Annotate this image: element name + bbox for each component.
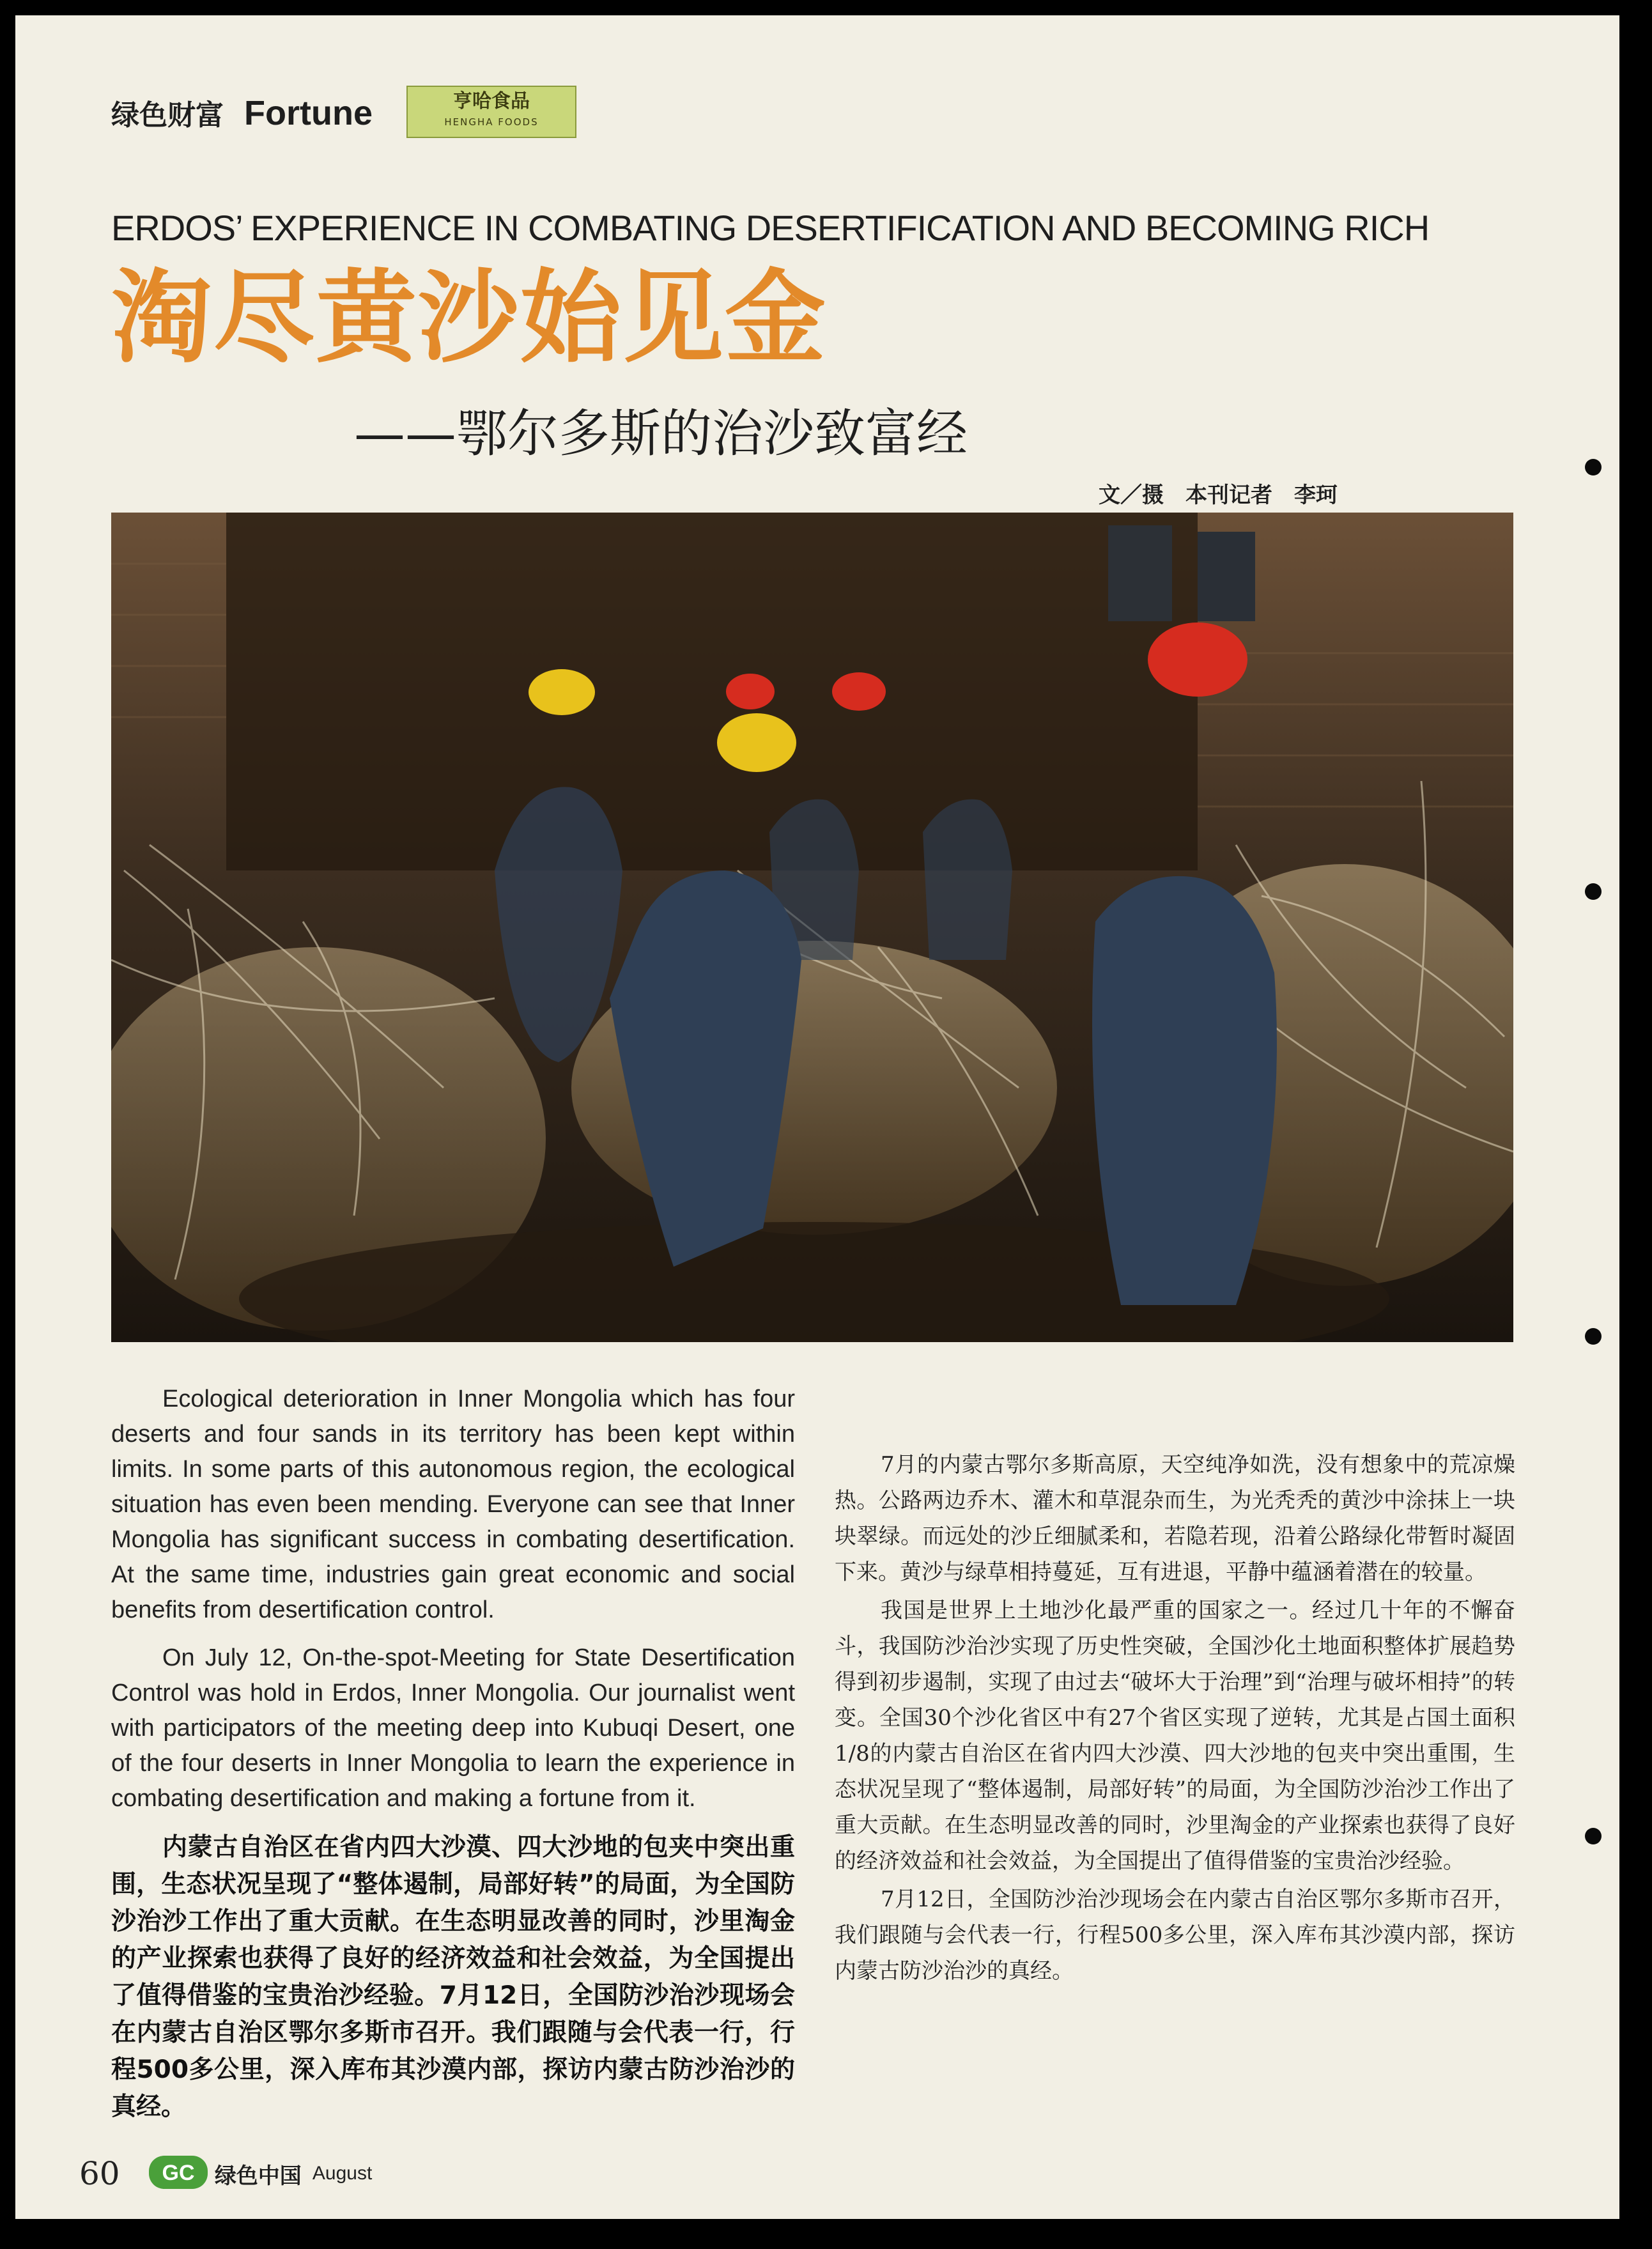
chinese-paragraph-2: 我国是世界上土地沙化最严重的国家之一。经过几十年的不懈奋斗，我国防沙治沙实现了历史性突破，全国沙化土地面积整体扩展趋势得到初步遏制，实现了由过去“破坏大于治理”到“治理与破坏相持”的转变。全国30个沙化省区中有27个省区实现了逆转，尤其是占国土面积1/8的内蒙古自治区在省内四大沙漠、四大沙地的包夹中突出重围，生态状况呈现了“整体遏制，局部好转”的局面，为全国防沙治沙工作出了重大贡献。在生态明显改善的同时，沙里淘金的产业探索也获得了良好的经济效益和社会效益，为全国提出了值得借鉴的宝贵治沙经验。 <box>835 1598 1515 1874</box>
sponsor-logo <box>406 86 576 138</box>
section-title-en: Fortune <box>244 94 373 132</box>
binder-hole <box>1585 459 1602 475</box>
helmet-yellow-2 <box>717 713 796 772</box>
binder-hole <box>1585 883 1602 900</box>
magazine-logo-icon <box>149 2156 208 2191</box>
chinese-paragraph-1: 7月的内蒙古鄂尔多斯高原，天空纯净如洗，没有想象中的荒凉燥热。公路两边乔木、灌木和草混杂而生，为光秃秃的黄沙中涂抹上一块块翠绿。而远处的沙丘细腻柔和，若隐若现，沿着公路绿化带暂时凝固下来。黄沙与绿草相持蔓延，互有进退，平静中蕴涵着潜在的较量。 <box>835 1452 1515 1585</box>
sponsor-name: 亨哈食品 <box>453 90 530 112</box>
chinese-lead-paragraph: 内蒙古自治区在省内四大沙漠、四大沙地的包夹中突出重围，生态状况呈现了“整体遏制，局部好转”的局面，为全国防沙治沙工作出了重大贡献。在生态明显改善的同时，沙里淘金的产业探索也获得了良好的经济效益和社会效益，为全国提出了值得借鉴的宝贵治沙经验。7月12日，全国防沙治沙现场会在内蒙古自治区鄂尔多斯市召开。我们跟随与会代表一行，行程500多公里，深入库布其沙漠内部，探访内蒙古防沙治沙的真经。 <box>111 1833 795 2121</box>
photo-workers-straw <box>111 513 1513 1342</box>
sponsor-name-en: HENGHA FOODS <box>444 116 539 128</box>
page-number: 60 <box>79 2155 120 2192</box>
helmet-red-1 <box>726 674 775 709</box>
english-paragraph-1: Ecological deterioration in Inner Mongolia which has four deserts and four sands in its territory has been kept within limits. In some parts of this autonomous region, the ecological situation has even been mending. Everyone can see that Inner Mongolia has significant success in combating desertification. At the same time, industries gain great economic and social benefits from desertification control. <box>111 1386 795 1623</box>
binder-hole <box>1585 1328 1602 1345</box>
binder-hole <box>1585 1828 1602 1844</box>
section-header <box>111 92 373 133</box>
svg-text:GC: GC <box>162 2161 195 2185</box>
chinese-title: 淘尽黄沙始见金 <box>111 259 827 377</box>
page-footer <box>79 2155 372 2192</box>
english-paragraph-2: On July 12, On-the-spot-Meeting for State Desertification Control was hold in Erdos, Inner Mongolia. Our journalist went with participators of the meeting deep into Kubuqi Desert, one of the four deserts in Inner Mongolia to learn the experience in combating desertification and making a fortune from it. <box>111 1644 795 1812</box>
english-title: ERDOS’ EXPERIENCE IN COMBATING DESERTIFICATION AND BECOMING RICH <box>111 208 1430 248</box>
chinese-subtitle: ——鄂尔多斯的治沙致富经 <box>354 404 968 463</box>
magazine-page <box>15 15 1619 2219</box>
helmet-red-2 <box>832 672 886 711</box>
magazine-name: 绿色中国 <box>214 2163 302 2189</box>
helmet-yellow-1 <box>529 669 595 715</box>
chinese-paragraph-3: 7月12日，全国防沙治沙现场会在内蒙古自治区鄂尔多斯市召开，我们跟随与会代表一行，行程500多公里，深入库布其沙漠内部，探访内蒙古防沙治沙的真经。 <box>835 1887 1515 1984</box>
left-column <box>111 1382 795 2126</box>
right-column <box>835 1447 1515 1991</box>
issue-month: August <box>312 2163 373 2184</box>
section-title-cn: 绿色财富 <box>111 99 224 132</box>
helmet-red-3 <box>1148 622 1247 697</box>
byline: 文／摄 本刊记者 李珂 <box>1099 483 1338 508</box>
